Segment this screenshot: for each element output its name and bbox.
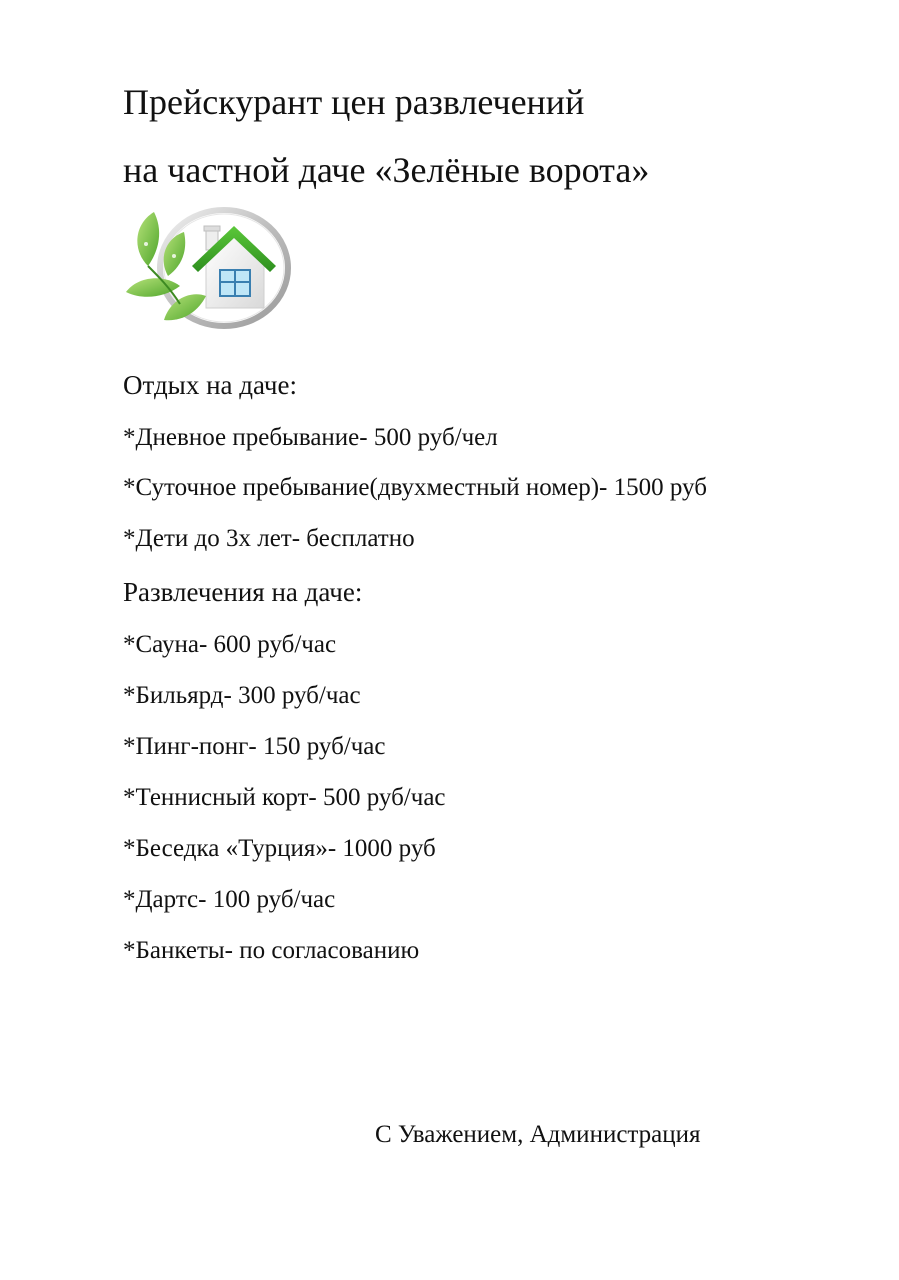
list-item: *Теннисный корт- 500 руб/час bbox=[123, 784, 446, 811]
list-item: *Дневное пребывание- 500 руб/чел bbox=[123, 424, 498, 451]
signature: С Уважением, Администрация bbox=[375, 1121, 701, 1148]
list-item: *Банкеты- по согласованию bbox=[123, 937, 420, 964]
green-house-leaves-icon bbox=[124, 204, 296, 334]
list-item: *Дети до 3х лет- бесплатно bbox=[123, 525, 415, 552]
title-line-2: на частной даче «Зелёные ворота» bbox=[123, 150, 650, 190]
list-item: *Дартс- 100 руб/час bbox=[123, 886, 336, 913]
list-item: *Пинг-понг- 150 руб/час bbox=[123, 733, 386, 760]
list-item: *Сауна- 600 руб/час bbox=[123, 631, 337, 658]
list-item: *Беседка «Турция»- 1000 руб bbox=[123, 835, 436, 862]
title-line-1: Прейскурант цен развлечений bbox=[123, 82, 585, 122]
list-item: *Бильярд- 300 руб/час bbox=[123, 682, 361, 709]
section-heading-entertainment: Развлечения на даче: bbox=[123, 577, 363, 607]
list-item: *Суточное пребывание(двухместный номер)- 1500 руб bbox=[123, 474, 707, 501]
section-heading-rest: Отдых на даче: bbox=[123, 370, 297, 400]
